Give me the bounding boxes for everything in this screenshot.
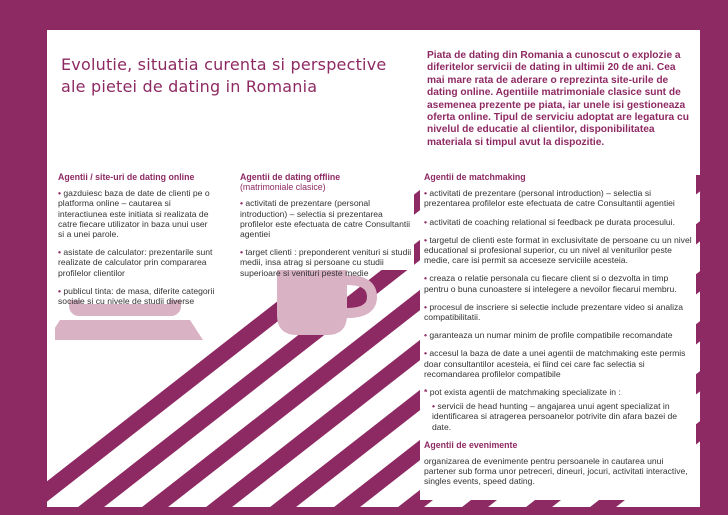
column-subheading: (matrimoniale clasice) [240,182,326,193]
page-title: Evolutie, situatia curenta si perspective ale pietei de dating in Romania [61,55,387,96]
list-item: • activitati de prezentare (personal introduction) – selectia si prezentarea profilelor este efectuata de catre Consultantii agentiei [240,198,411,240]
list-item: • creaza o relatie personala cu fiecare client si o dezvolta in timp pentru o buna cunoastere si intelegere a nevoilor fiecarui membru. [424,273,677,294]
list-item: • asistate de calculator: prezentarile sunt realizate de calculator prin compararea profilelor clientilor [58,247,213,278]
column-heading: Agentii de matchmaking [424,172,526,182]
list-item: • publicul tinta: de masa, diferite categorii sociale si cu nivele de studii diverse [58,285,215,307]
list-item: • procesul de inscriere si selectie include prezentare video si analiza compatibilitatii. [424,301,684,323]
list-item: • activitati de prezentare (personal introduction) – selectia si prezentarea profilelor este efectuata de catre Consultantii agentiei [424,188,675,209]
list-item: • accesul la baza de date a unei agentii de matchmaking este permis doar consultantilor acesteia, ei fiind cei care fac selectia si recomandarea profilelor compatibile [424,348,686,379]
list-item: • targetul de clienti este format in exclusivitate de persoane cu un nivel educational si profesional superior, cu un nivel al veniturilor peste medie, care isi permit sa acceseze serviciile acesteia. [424,234,692,266]
column-offline-agencies [240,172,412,286]
column-matchmaking-agencies [424,172,692,495]
list-item: * pot exista agentii de matchmaking specializate in : [424,387,621,398]
column-heading: Agentii / site-uri de dating online [58,172,195,182]
list-item: • garanteaza un numar minim de profile compatibile recomandate [424,330,673,341]
list-item: • target clienti : preponderent venituri si studii medii, insa atrag si persoane cu studii superioare si venituri peste medie [240,247,412,278]
list-item: • gazduiesc baza de date de clienti pe o platforma online – cautarea si interactiunea este initiata si realizata de catre fiecare utilizator in baza unui user si a unei parole. [58,188,210,240]
section-heading-events: Agentii de evenimente [424,439,518,450]
intro-paragraph: Piata de dating din Romania a cunoscut o explozie a diferitelor servicii de dating in ultimii 20 de ani. Cea mai mare rata de aderare o reprezinta site-urile de dating online. Agentiile matrimoniale clasice sunt de asemenea prezente pe piata, iar unele isi gestioneaza oferta online. Tipul de serviciu adoptat are legatura cu nivelul de educatie al clientilor, disponibilitatea materiala si timpul avut la dispozitie. [427,50,689,148]
list-item: • activitati de coaching relational si feedback pe durata procesului. [424,216,675,227]
column-online-agencies [58,172,216,314]
events-paragraph: organizarea de evenimente pentru persoanele in cautarea unui partener sub forma unor petreceri, dineuri, jocuri, activitati interactive, singles events, speed dating. [424,456,688,487]
column-heading: Agentii de dating offline (matrimoniale clasice) [240,172,412,192]
list-sub-item: • servicii de head hunting – angajarea unui agent specializat in identificarea si atragerea persoanelor potrivite din afara bazei de date. [432,401,678,432]
content-panel [47,30,700,507]
